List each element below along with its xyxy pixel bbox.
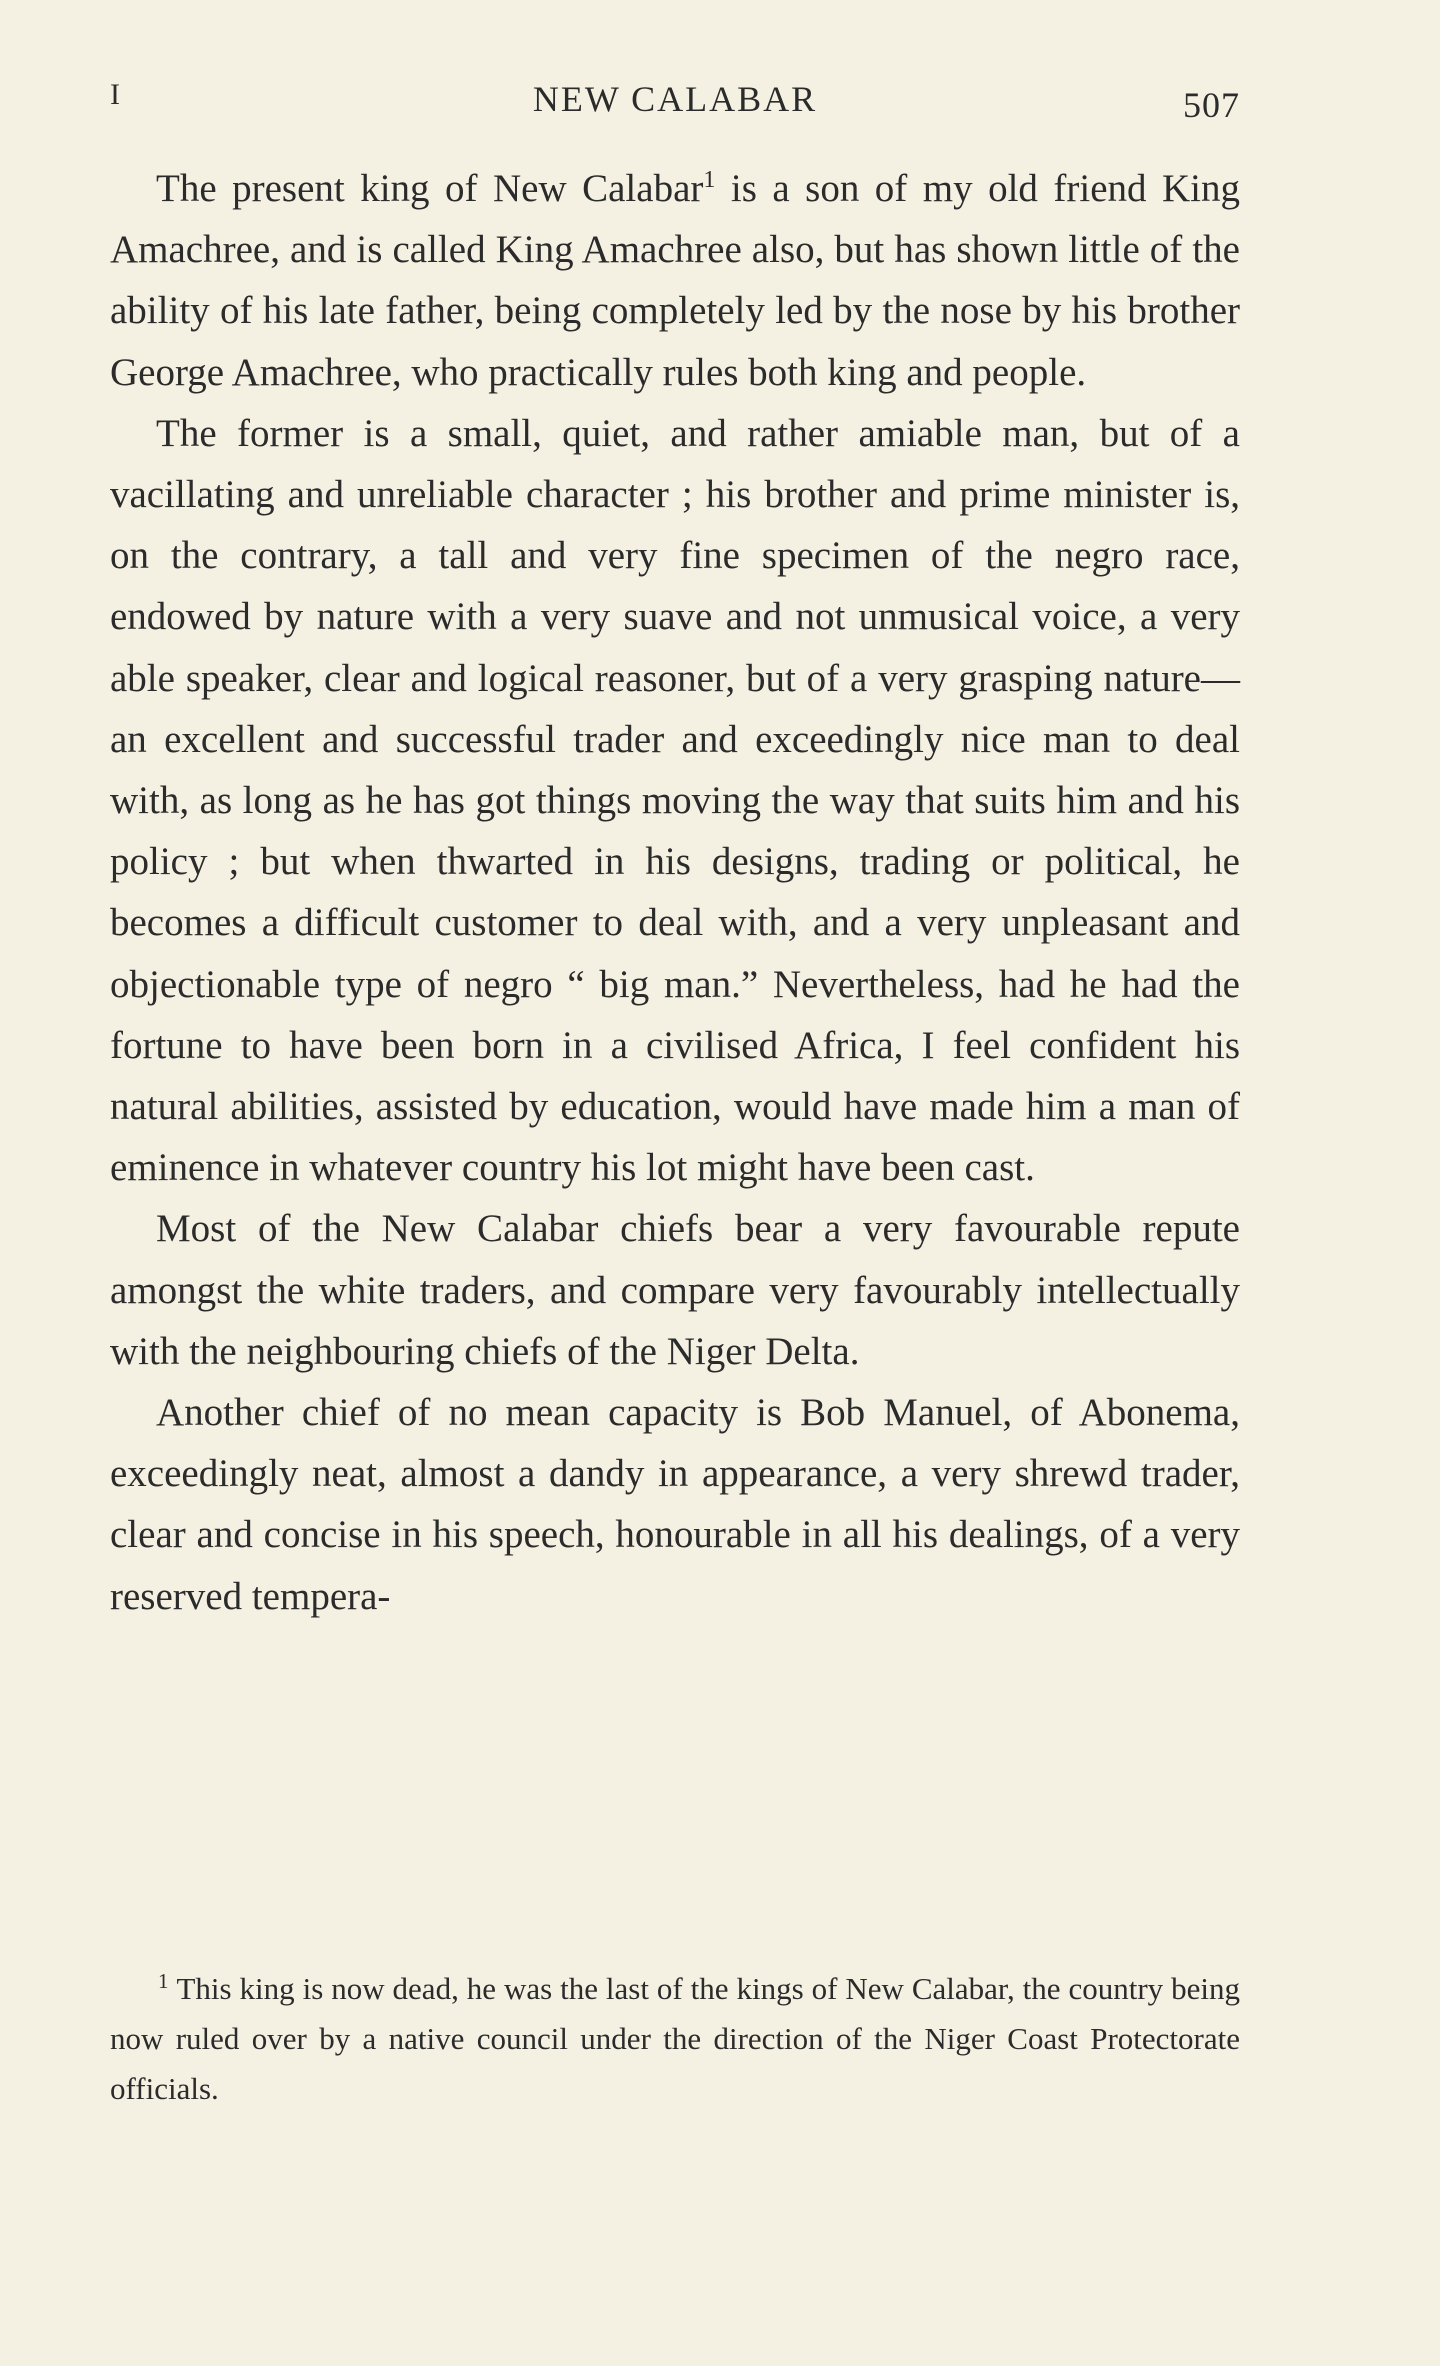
footnote [110,1964,1240,2114]
paragraph-3: Most of the New Calabar chiefs bear a very favourable repute amongst the white traders, and compare very favourably intellectually with the neighbouring chiefs of the Niger Delta. [110,1207,1240,1373]
footnote-text: This king is now dead, he was the last of the kings of New Calabar, the country being now ruled over by a native council under the direction of the Niger Coast Protectorate officials. [110,1971,1240,2106]
paragraph-1 [110,158,1240,403]
signature-mark: I [110,78,121,111]
footnote-paragraph [110,1964,1240,2114]
paragraph-1-rest: is a son of my old friend King Amachree, and is called King Amachree also, but has shown little of the ability of his late father, being completely led by the nose by his brother George Amachree, who practically rules both king and people. [110,167,1241,394]
footnote-reference: 1 [703,167,716,193]
running-title: NEW CALABAR [532,79,818,119]
paragraph-1-start: The present king of New Calabar [156,167,704,210]
paragraph-2: The former is a small, quiet, and rather amiable man, but of a vacillating and unreliable character ; his brother and prime minister is, on the contrary, a tall and very fine specimen of the negro race, endowed by nature with a very suave and not unmusical voice, a very able speaker, clear and logical reasoner, but of a very grasping nature— an excellent and successful trader and exceedingly nice man to deal with, as long as he has got things moving the way that suits him and his policy ; but when thwarted in his designs, trading or political, he becomes a difficult customer to deal with, and a very unpleasant and objectionable type of negro “ big man.” Nevertheless, had he had the fortune to have been born in a civilised Africa, I feel confident his natural abilities, assisted by education, would have made him a man of eminence in whatever country his lot might have been cast. [110,411,1240,1190]
body-text [110,158,1240,1627]
footnote-mark: 1 [158,1968,169,1993]
page-number: 507 [1183,85,1240,125]
paragraph-4: Another chief of no mean capacity is Bob Manuel, of Abonema, exceedingly neat, almost a dandy in appearance, a very shrewd trader, clear and concise in his speech, honourable in all his dealings, of a very reserved tempera- [110,1391,1240,1618]
running-head [110,78,1240,128]
